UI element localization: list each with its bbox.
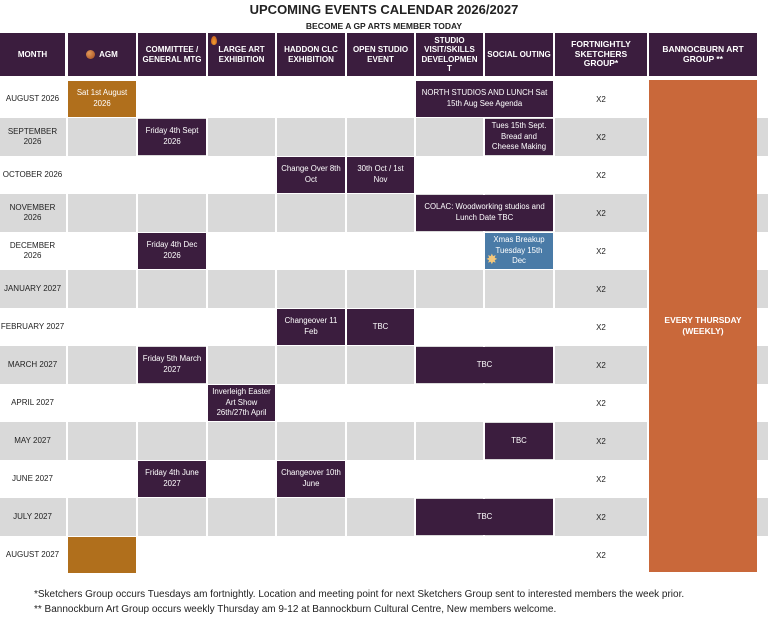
event-open-studio-oct-2026: 30th Oct / 1st Nov — [347, 157, 414, 193]
month-label: MAY 2027 — [14, 435, 51, 445]
month-label: FEBRUARY 2027 — [0, 321, 65, 331]
event-agm-aug-2026: Sat 1st August 2026 — [68, 81, 136, 117]
event-studio-jul-2027: TBC — [416, 499, 553, 535]
month-label: OCTOBER 2026 — [2, 169, 63, 179]
event-open-studio-feb-2027: TBC — [347, 309, 414, 345]
event-committee-mar-2027: Friday 5th March 2027 — [138, 347, 206, 383]
grid-line — [66, 79, 68, 572]
header-studio-visit: STUDIO VISIT/SKILLS DEVELOPMEN T — [416, 33, 483, 76]
header-social: SOCIAL OUTING — [485, 33, 553, 76]
header-agm — [68, 33, 136, 76]
event-social-dec-2026: Xmas Breakup Tuesday 15th Dec — [485, 233, 553, 269]
ball-icon — [86, 50, 95, 59]
event-haddon-oct-2026: Change Over 8th Oct — [277, 157, 345, 193]
event-studio-aug-2026: NORTH STUDIOS AND LUNCH Sat 15th Aug See Agenda — [416, 81, 553, 117]
month-label: JANUARY 2027 — [3, 283, 62, 293]
sketchers-count: X2 — [596, 398, 606, 408]
sketchers-count: X2 — [596, 246, 606, 256]
event-studio-nov-2026: COLAC: Woodworking studios and Lunch Date TBC — [416, 195, 553, 231]
footnote-sketchers: *Sketchers Group occurs Tuesdays am fortnightly. Location and meeting point for next Sketchers Group sent to interested members the week prior. — [34, 589, 685, 600]
month-label: JUNE 2027 — [12, 473, 53, 483]
month-label: AUGUST 2026 — [5, 93, 60, 103]
event-studio-mar-2027: TBC — [416, 347, 553, 383]
page-title: UPCOMING EVENTS CALENDAR 2026/2027 — [249, 2, 519, 17]
event-large-art-apr-2027: Inverleigh Easter Art Show 26th/27th April — [208, 385, 275, 421]
event-committee-dec-2026: Friday 4th Dec 2026 — [138, 233, 206, 269]
event-social-may-2027: TBC — [485, 423, 553, 459]
grid-line — [206, 79, 208, 572]
sketchers-count: X2 — [596, 550, 606, 560]
header-haddon: HADDON CLC EXHIBITION — [277, 33, 345, 76]
sketchers-count: X2 — [596, 284, 606, 294]
event-haddon-feb-2027: Changeover 11 Feb — [277, 309, 345, 345]
header-open-studio: OPEN STUDIO EVENT — [347, 33, 414, 76]
sketchers-count: X2 — [596, 474, 606, 484]
sketchers-count: X2 — [596, 360, 606, 370]
month-label: AUGUST 2027 — [5, 549, 60, 559]
star-icon: ✸ — [486, 251, 498, 267]
event-social-sep-2026: Tues 15th Sept. Bread and Cheese Making — [485, 119, 553, 155]
footnote-bannockburn: ** Bannockburn Art Group occurs weekly Thursday am 9-12 at Bannockburn Cultural Centre, New members welcome. — [34, 604, 557, 615]
sketchers-count: X2 — [596, 436, 606, 446]
flame-icon — [211, 36, 217, 45]
sketchers-count: X2 — [596, 322, 606, 332]
month-label: JULY 2027 — [13, 511, 52, 521]
header-agm-label: AGM — [99, 49, 118, 59]
event-agm-aug-2027 — [68, 537, 136, 573]
sketchers-count: X2 — [596, 208, 606, 218]
page-subtitle: BECOME A GP ARTS MEMBER TODAY — [305, 21, 463, 31]
event-committee-sep-2026: Friday 4th Sept 2026 — [138, 119, 206, 155]
month-label: APRIL 2027 — [11, 397, 54, 407]
event-committee-jun-2027: Friday 4th June 2027 — [138, 461, 206, 497]
sketchers-count: X2 — [596, 512, 606, 522]
month-label: DECEMBER 2026 — [9, 240, 56, 260]
sketchers-count: X2 — [596, 94, 606, 104]
month-label: NOVEMBER 2026 — [9, 202, 56, 222]
bannockburn-weekly-block: EVERY THURSDAY (WEEKLY) — [649, 80, 757, 572]
month-label: SEPTEMBER 2026 — [7, 126, 58, 146]
header-bannockburn: BANNOCBURN ART GROUP ** — [649, 33, 757, 76]
month-label: MARCH 2027 — [7, 359, 58, 369]
event-haddon-jun-2027: Changeover 10th June — [277, 461, 345, 497]
header-sketchers: FORTNIGHTLY SKETCHERS GROUP* — [555, 33, 647, 76]
sketchers-count: X2 — [596, 170, 606, 180]
header-large-art: LARGE ART EXHIBITION — [208, 33, 275, 76]
header-month: MONTH — [0, 33, 65, 76]
sketchers-count: X2 — [596, 132, 606, 142]
header-committee: COMMITTEE / GENERAL MTG — [138, 33, 206, 76]
